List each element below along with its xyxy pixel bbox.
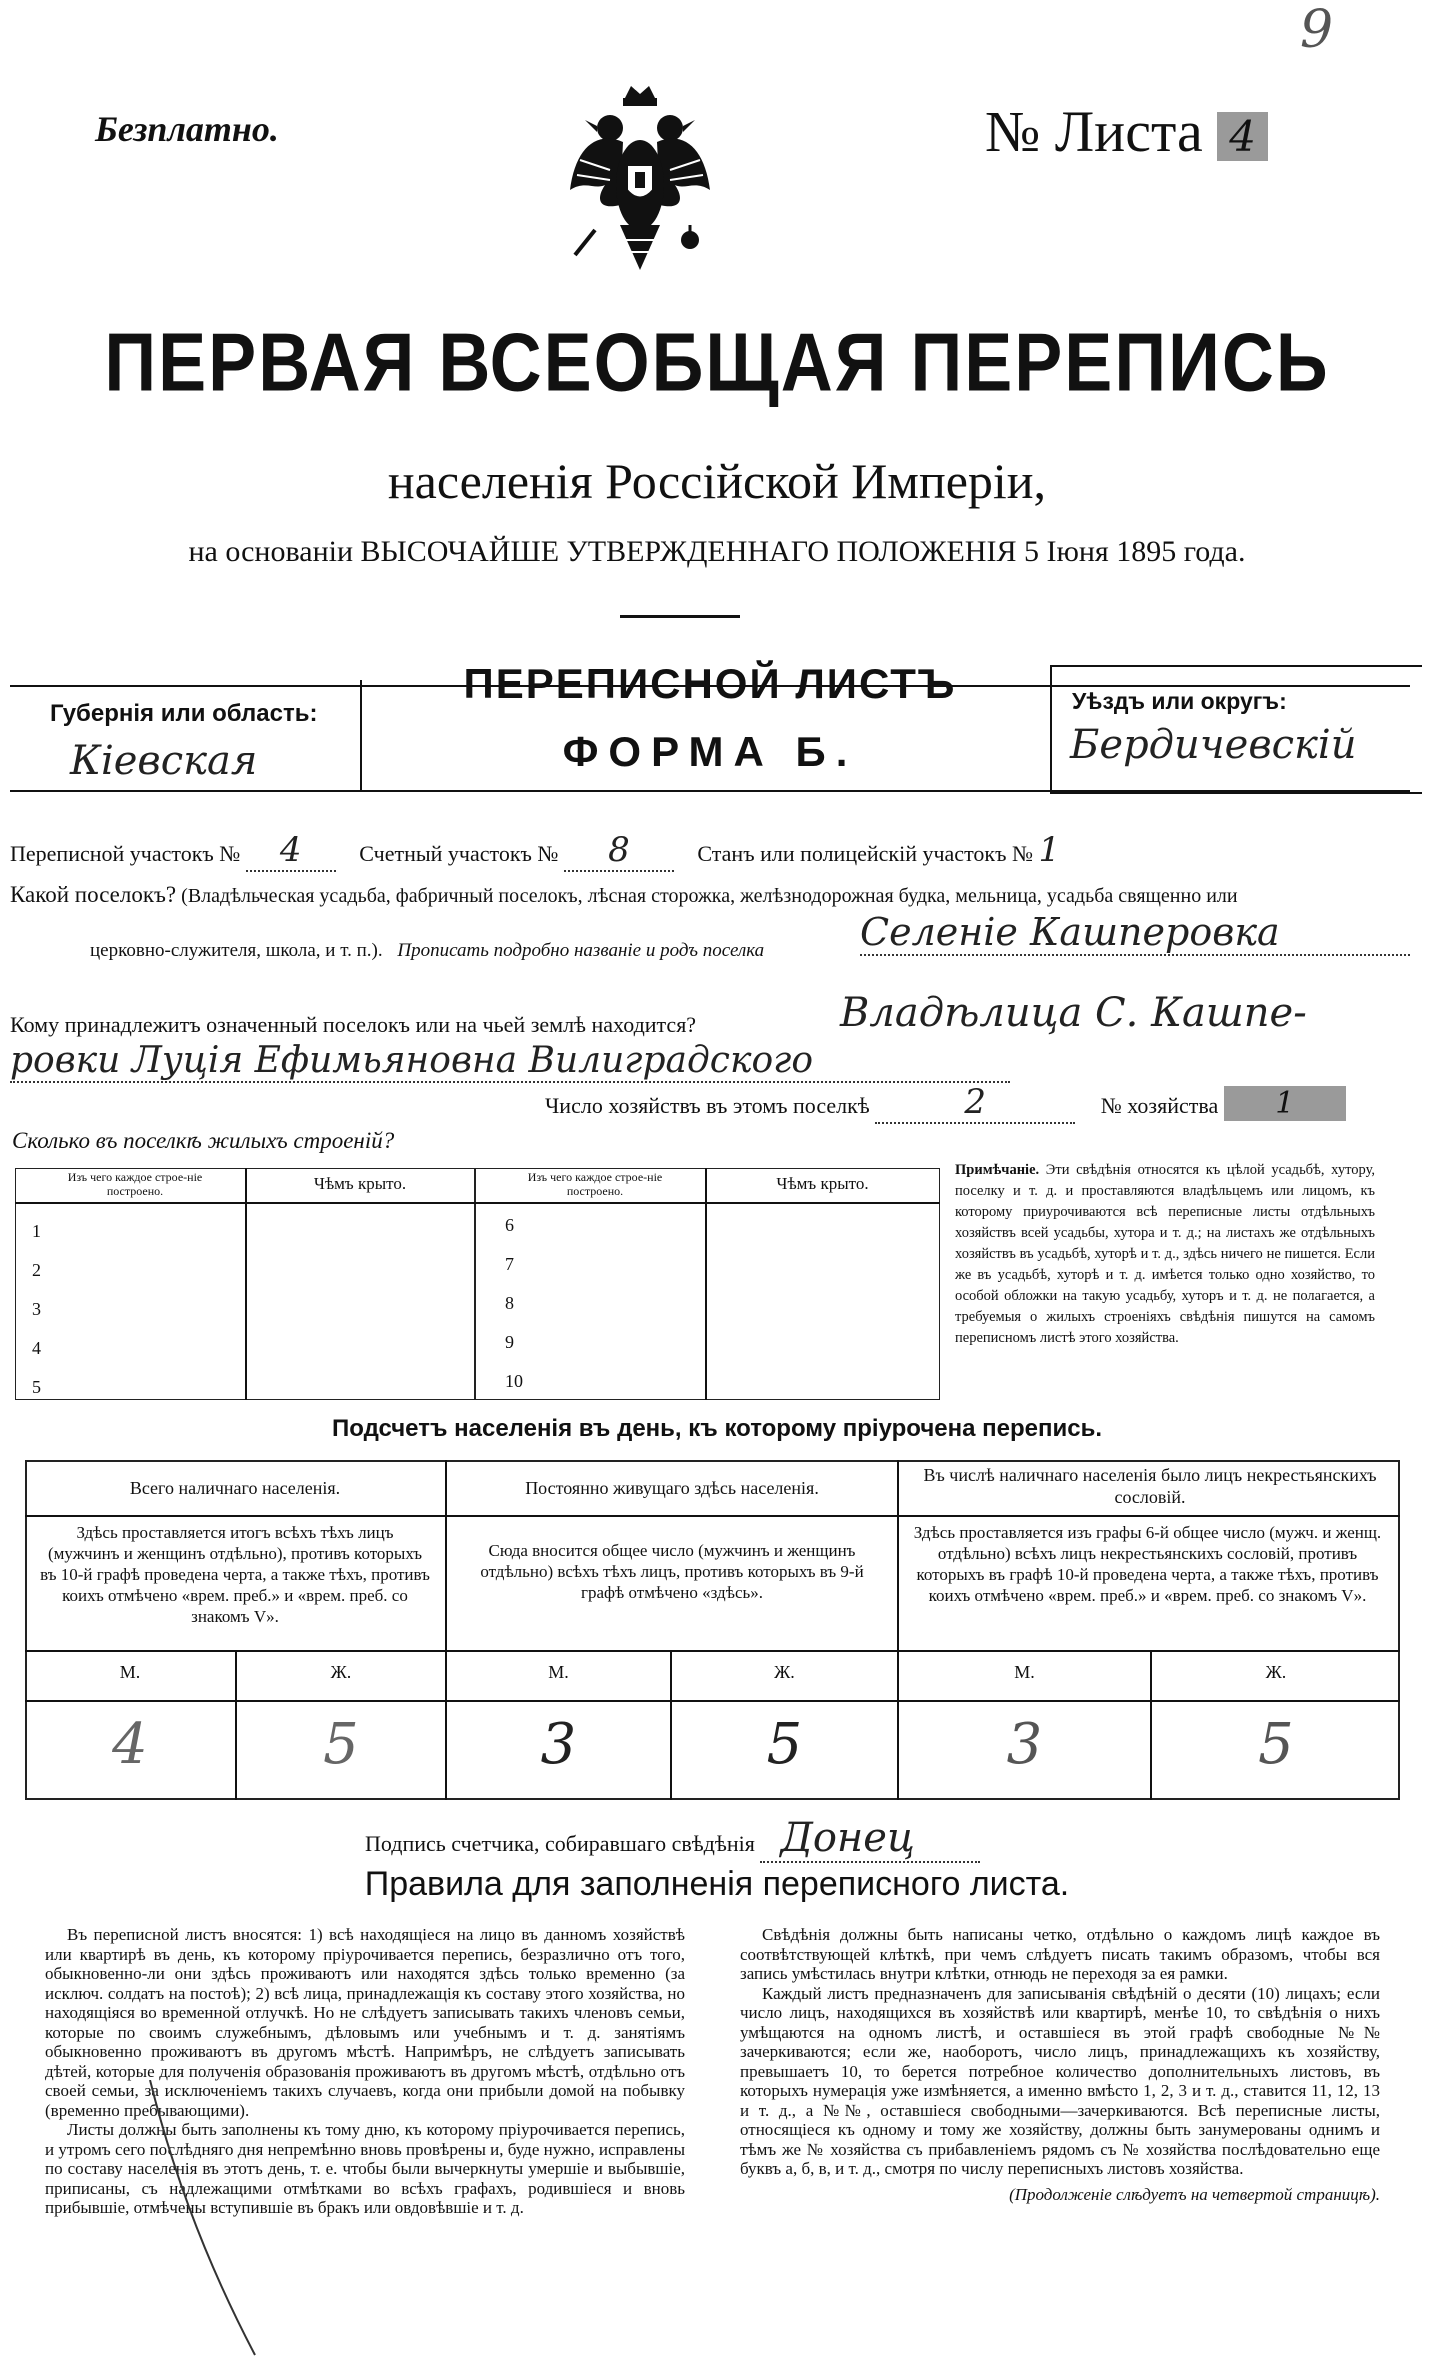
form-name: ПЕРЕПИСНОЙ ЛИСТЪ [463, 660, 957, 707]
buildings-col1-head: Изъ чего каждое строе-ніе построено. [527, 1170, 663, 1198]
page-number-hand: 9 [1300, 0, 1334, 60]
rules-paragraph: Каждый листъ предназначенъ для записыванія свѣдѣній о десяти (10) лицахъ; если число лицъ, находящихся въ хозяйствѣ или квартирѣ, менѣе 10, то свѣдѣнія о нихъ умѣщаются на одномъ листѣ, и оставшіеся въ этой графѣ свободные №№ зачеркиваются; если же, наоборотъ, число лицъ, принадлежащихъ къ хозяйству, превышаетъ 10, то берется потребное количество дополнительныхъ листовъ, въ которыхъ нумерація уже измѣняется, а именно вмѣсто 1, 2, 3 и т. д., ставится 11, 12, 13 и т. д., а №№, оставшіеся свободными—зачеркиваются. Всѣ переписные листы, относящіеся къ одному и тому же хозяйству, должны быть занумерованы однимъ и тѣмъ же № хозяйства съ прибавленіемъ рядомъ съ № хозяйства послѣдовательно еще буквъ а, б, в, и т. д., смотря по числу переписныхъ листовъ хозяйства. [740, 1983, 1380, 2178]
buildings-col2-head: Чѣмъ крыто. [776, 1174, 869, 1193]
table-row: 5 [32, 1377, 41, 1397]
count-area-value: 8 [564, 830, 674, 872]
owner-label: Кому принадлежитъ означенный поселокъ или на чьей землѣ находится? [10, 1012, 697, 1037]
signature-value: Донец [760, 1815, 980, 1863]
population-col1-text: Здѣсь проставляется итогъ всѣхъ тѣхъ лицъ (мужчинъ и женщинъ отдѣльно), противъ которыхъ въ 10-й графѣ проведена черта, а также тѣхъ, противъ коихъ отмѣчено «врем. преб.» и «врем. преб. со знакомъ V». [40, 1523, 430, 1626]
male-label: М. [1014, 1662, 1035, 1682]
settlement-line [10, 882, 1410, 908]
area-line [10, 830, 1410, 872]
households-label: Число хозяйствъ въ этомъ поселкѣ [545, 1093, 870, 1118]
resident-male-value: 3 [540, 1712, 577, 1777]
household-number-value: 1 [1224, 1086, 1346, 1121]
table-row: 3 [32, 1299, 41, 1319]
table-header-rule [25, 1515, 1400, 1517]
signature-label: Подпись счетчика, собиравшаго свѣдѣнія [365, 1831, 755, 1856]
population-col3-text: Здѣсь проставляется изъ графы 6-й общее число (мужч. и женщ. отдѣльно) всѣхъ лицъ некрестьянскихъ сословій, противъ которыхъ въ графѣ 10-й проведена черта, а также тѣхъ, противъ коихъ отмѣчено «врем. преб.» и «врем. преб. со знакомъ V». [913, 1523, 1382, 1605]
table-row: 2 [32, 1260, 41, 1280]
stan-value: 1 [1038, 830, 1061, 870]
male-label: М. [548, 1662, 569, 1682]
settlement-hint2: церковно-служителя, школа, и т. п.). [90, 940, 383, 961]
buildings-rows-left [32, 1212, 41, 1407]
female-label: Ж. [774, 1662, 795, 1682]
population-col3-head: Въ числѣ наличнаго населенія было лицъ некрестьянскихъ сословій. [923, 1465, 1377, 1507]
rules-paragraph: Свѣдѣнія должны быть написаны четко, отдѣльно о каждомъ лицѣ каждое въ соотвѣтствующей клѣткѣ, при чемъ слѣдуетъ писать такимъ образомъ, чтобы вся запись умѣстилась внутри клѣтки, отнюдь не переходя за ея рамки. [740, 1925, 1380, 1983]
district-value: Бердичевскій [1070, 722, 1357, 768]
district-label: Уѣздъ или округъ: [1072, 688, 1287, 714]
nonpeasant-male-value: 3 [1006, 1712, 1043, 1777]
page-title: ПЕРВАЯ ВСЕОБЩАЯ ПЕРЕПИСЬ [104, 317, 1330, 409]
owner-value-2: ровки Луція Ефимьяновна Вилиградского [10, 1040, 1010, 1083]
settlement-label: Какой поселокъ? [10, 882, 177, 907]
province-label: Губернія или область: [50, 700, 318, 727]
count-area-label: Счетный участокъ № [359, 841, 559, 866]
page-subtitle: населенія Россійской Имперіи, [387, 453, 1047, 509]
population-col2-head: Постоянно живущаго здѣсь населенія. [525, 1478, 819, 1498]
female-label: Ж. [330, 1662, 352, 1682]
households-line [545, 1082, 1415, 1124]
sheet-number-value: 4 [1217, 112, 1268, 161]
settlement-hint: (Владѣльческая усадьба, фабричный поселокъ, лѣсная сторожка, желѣзнодорожная будка, мельница, усадьба священно или [181, 885, 1238, 907]
table-header-rule [15, 1202, 940, 1204]
population-title: Подсчетъ населенія въ день, къ которому пріурочена перепись. [332, 1415, 1102, 1442]
rules-right-column [740, 1925, 1380, 2204]
rules-title: Правила для заполненія переписного листа. [364, 1865, 1070, 1903]
census-area-value: 4 [246, 830, 336, 872]
sheet-number [985, 98, 1268, 165]
note-title: Примѣчаніе. [955, 1162, 1040, 1178]
legal-basis: на основаніи ВЫСОЧАЙШЕ УТВЕРЖДЕННАГО ПОЛОЖЕНІЯ 5 Іюня 1895 года. [188, 535, 1246, 568]
rules-paragraph: Въ переписной листъ вносятся: 1) всѣ находящіеся на лицо въ данномъ хозяйствѣ или квартирѣ въ день, къ которому пріурочивается перепись, безразлично отъ того, обыкновенно-ли они здѣсь проживаютъ или находятся здѣсь только временно (за исключ. солдатъ на постоѣ); 2) всѣ лица, принадлежащія къ составу этого хозяйства, но находящіяся во временной отлучкѣ. Но не слѣдуетъ записывать такихъ членовъ семьи, которые по своимъ служебнымъ, дѣловымъ или учебнымъ и т. д. занятіямъ обыкновенно проживаютъ въ другомъ мѣстѣ. Напримѣръ, не слѣдуетъ записывать дѣтей, которые для полученія образованія проживаютъ въ другомъ мѣстѣ, отдѣльно отъ своей семьи, за исключеніемъ такихъ случаевъ, когда они прибыли домой на побывку (временно пребывающими). [45, 1925, 685, 2120]
table-row: 7 [505, 1254, 514, 1274]
table-row: 10 [505, 1371, 523, 1391]
sheet-number-label: № Листа [985, 99, 1203, 164]
buildings-col2-head: Чѣмъ крыто. [313, 1174, 407, 1193]
buildings-label: Сколько въ поселкѣ жилыхъ строеній? [12, 1128, 395, 1153]
rules-paragraph: Листы должны быть заполнены къ тому дню, къ которому пріурочивается перепись, и утромъ сего послѣдняго дня непремѣнно вновь провѣрены и, буде нужно, исправлены по составу населенія въ этотъ день, т. е. чтобы были вычеркнуты умершіе и выбывшіе, приписаны, съ надлежащими отмѣтками во всѣхъ графахъ, родившіеся и вновь прибывшіе, отмѣчены вступившіе въ бракъ или овдовѣвшіе и т. д. [45, 2120, 685, 2217]
census-area-label: Переписной участокъ № [10, 841, 241, 866]
signature-line [365, 1815, 1265, 1863]
divider [620, 615, 740, 618]
pen-stroke [140, 2080, 260, 2360]
table-row: 4 [32, 1338, 41, 1358]
settlement-value: Селеніе Кашперовка [860, 910, 1410, 956]
province-value: Кіевская [70, 738, 258, 784]
female-label: Ж. [1265, 1662, 1287, 1682]
buildings-note [955, 1160, 1375, 1349]
owner-value-1: Владѣлица С. Кашпе- [840, 990, 1307, 1036]
table-row: 9 [505, 1332, 514, 1352]
table-row: 1 [32, 1221, 41, 1241]
form-type: ФОРМА Б. [562, 728, 858, 775]
male-label: М. [119, 1662, 141, 1682]
double-headed-eagle-icon [565, 80, 715, 290]
rules-continued: (Продолженіе слѣдуетъ на четвертой страницѣ). [1009, 2184, 1380, 2204]
present-female-value: 5 [323, 1712, 359, 1777]
household-number-label: № хозяйства [1100, 1093, 1219, 1118]
table-mf-rule [25, 1700, 1400, 1702]
stan-label: Станъ или полицейскій участокъ № [697, 841, 1033, 866]
resident-female-value: 5 [766, 1712, 803, 1777]
settlement-hint-line2 [90, 940, 764, 962]
nonpeasant-female-value: 5 [1258, 1712, 1294, 1777]
buildings-col1-head: Изъ чего каждое строе-ніе построено. [67, 1170, 203, 1198]
settlement-hint3: Прописать подробно названіе и родъ поселка [397, 940, 765, 961]
table-row: 6 [505, 1215, 514, 1235]
buildings-rows-right [505, 1206, 523, 1401]
free-label: Безплатно. [95, 109, 279, 149]
population-col2-text: Сюда вносится общее число (мужчинъ и женщинъ отдѣльно) всѣхъ тѣхъ лицъ, противъ которыхъ въ 9-й графѣ отмѣчено «здѣсь». [480, 1541, 864, 1602]
households-value: 2 [875, 1082, 1075, 1124]
note-text: Эти свѣдѣнія относятся къ цѣлой усадьбѣ, хутору, поселку и т. д. и проставляются владѣльцемъ или лицомъ, къ которому приурочиваются всѣ переписные листы отдѣльныхъ хозяйствъ всей усадьбы, хутора и т. д.; на листахъ же отдѣльныхъ хозяйствъ въ усадьбѣ, хуторѣ и т. д., здѣсь ничего не пишется. Если же въ усадьбѣ, хуторѣ и т. д. имѣется только одно хозяйство, то особой обложки на такую усадьбу, хуторъ и т. д. не полагается, а требуемыя о жилыхъ строеніяхъ свѣдѣнія пишутся на самомъ переписномъ листѣ этого хозяйства. [955, 1162, 1376, 1346]
table-mid-rule [25, 1650, 1400, 1652]
present-male-value: 4 [112, 1712, 148, 1777]
population-col1-head: Всего наличнаго населенія. [129, 1478, 341, 1498]
table-row: 8 [505, 1293, 514, 1313]
